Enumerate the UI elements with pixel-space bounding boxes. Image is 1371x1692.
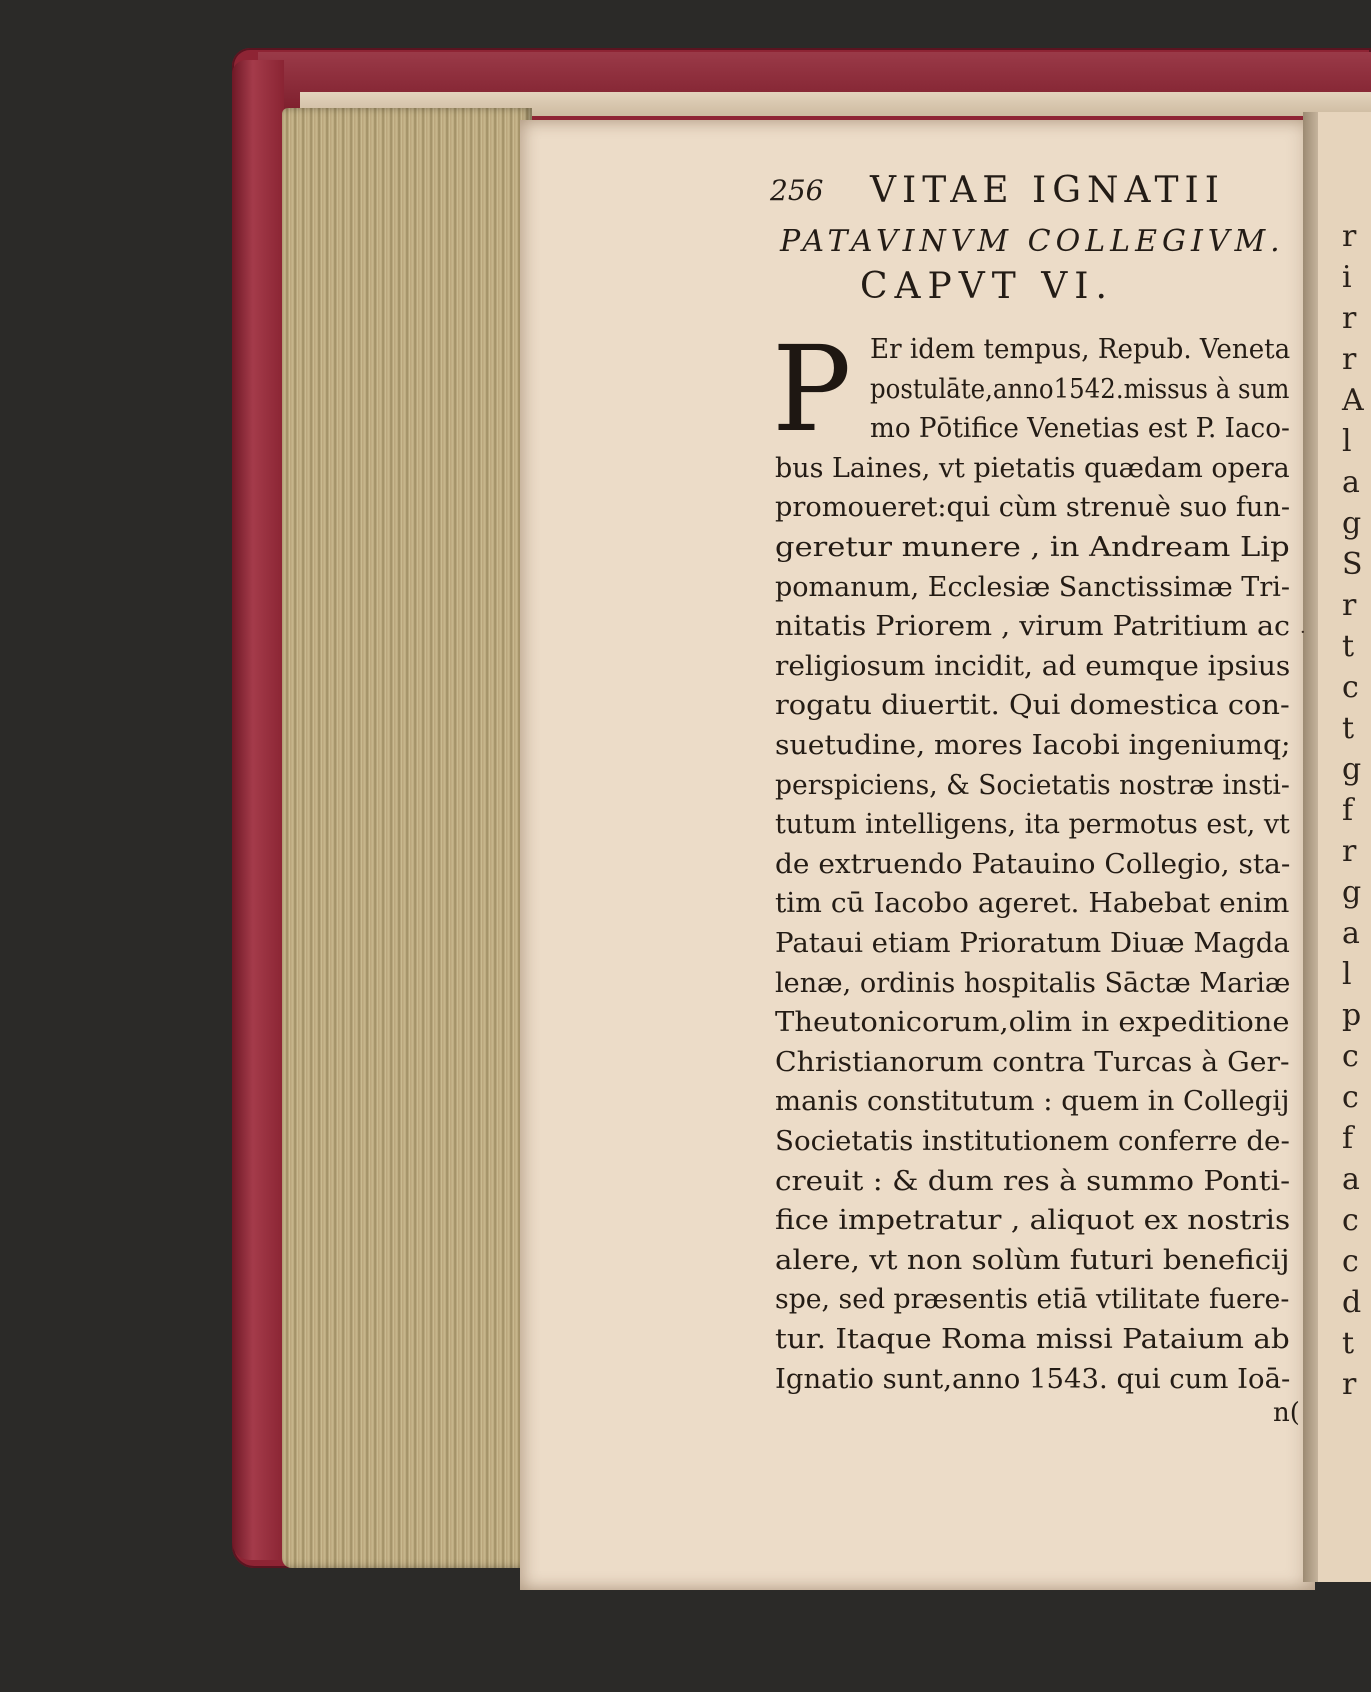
text-line: religiosum incidit, ad eumque ipsius (775, 650, 1291, 682)
facing-page-letter: l (1342, 957, 1352, 992)
facing-page-letter: c (1342, 1244, 1359, 1279)
chapter-number: CAPVT VI. (860, 266, 1114, 307)
facing-page-letter: a (1342, 1162, 1360, 1197)
facing-page-letter: t (1342, 629, 1355, 664)
running-head (770, 170, 1270, 220)
text-line: pomanum, Ecclesiæ Sanctissimæ Tri- (775, 571, 1290, 603)
text-line: tutum intelligens, ita permotus est, vt (775, 809, 1290, 841)
facing-page-letter: S (1342, 547, 1363, 582)
facing-page-letter: c (1342, 1080, 1359, 1115)
text-line: nitatis Priorem , virum Patritium ac (775, 611, 1290, 643)
facing-page-letter: r (1342, 301, 1357, 336)
facing-page-letter: f (1342, 1121, 1354, 1156)
facing-page-letter: a (1342, 916, 1360, 951)
text-line: Pataui etiam Prioratum Diuæ Magda (775, 928, 1290, 959)
text-line: promoueret:qui cùm strenuè suo fun- (775, 492, 1291, 524)
text-line: suetudine, mores Iacobi ingeniumq; (775, 730, 1291, 761)
facing-page-letter: t (1342, 1326, 1355, 1361)
text-line: Er idem tempus, Repub. Veneta (870, 334, 1291, 365)
text-line: manis constitutum : quem in Collegij (775, 1086, 1290, 1118)
facing-page-letter: r (1342, 1367, 1357, 1402)
catchword: n( (1273, 1398, 1300, 1428)
facing-page-letter: d (1342, 1285, 1362, 1320)
facing-page-letter: i (1342, 260, 1352, 295)
facing-page-letter: c (1342, 1039, 1359, 1074)
facing-page-letter: r (1342, 342, 1357, 377)
facing-page-letter: c (1342, 1203, 1359, 1238)
text-line: spe, sed præsentis etiā vtilitate fuere- (775, 1284, 1290, 1316)
text-line: Societatis institutionem conferre de- (775, 1126, 1290, 1157)
text-line: Christianorum contra Turcas à Ger- (775, 1046, 1290, 1078)
text-line: tur. Itaque Roma missi Pataium ab (775, 1324, 1290, 1355)
text-line: mo Pōtifice Venetias est P. Iaco- (870, 413, 1290, 445)
text-line: alere, vt non solùm futuri beneficij (775, 1244, 1290, 1276)
facing-page-letter: g (1342, 506, 1362, 541)
facing-page-letter: a (1342, 465, 1360, 500)
facing-page-letter: g (1342, 875, 1362, 910)
text-line: creuit : & dum res à summo Ponti- (775, 1165, 1291, 1197)
text-line: geretur munere , in Andream Lip (775, 532, 1290, 563)
book-spine-board (232, 60, 284, 1560)
text-line: perspiciens, & Societatis nostræ insti- (775, 769, 1290, 801)
text-line: Ignatio sunt,anno 1543. qui cum Ioā- (775, 1363, 1291, 1395)
text-line: fice impetratur , aliquot ex nostris (775, 1205, 1291, 1237)
facing-page-letter: r (1342, 834, 1357, 869)
facing-page-letter: f (1342, 793, 1354, 828)
text-line: tim cū Iacobo ageret. Habebat enim (775, 888, 1290, 920)
facing-page-letter: t (1342, 711, 1355, 746)
facing-page-letter: g (1342, 752, 1362, 787)
text-line: rogatu diuertit. Qui domestica con- (775, 690, 1290, 722)
facing-page-letter: p (1342, 998, 1362, 1033)
page-edges-stack (282, 108, 532, 1568)
text-line: postulāte,anno1542.missus à sum (870, 373, 1290, 405)
page-mark: · (1300, 622, 1306, 643)
text-line: bus Laines, vt pietatis quædam opera (775, 452, 1290, 484)
text-line: lenæ, ordinis hospitalis Sāctæ Mariæ (775, 967, 1291, 999)
facing-page-letter: r (1342, 588, 1357, 623)
facing-page-letter: r (1342, 219, 1357, 254)
facing-page-letter: l (1342, 424, 1352, 459)
page-number: 256 (770, 174, 824, 207)
text-line: de extruendo Patauino Collegio, sta- (775, 848, 1291, 880)
chapter-title: PATAVINVM COLLEGIVM. (780, 224, 1285, 259)
facing-page-letter: A (1342, 383, 1364, 418)
facing-page-letter: c (1342, 670, 1359, 705)
text-line: Theutonicorum,olim in expeditione (775, 1007, 1290, 1039)
drop-cap: P (772, 320, 852, 458)
recto-page-fragment (1318, 112, 1371, 1582)
running-head-title: VITAE IGNATII (870, 170, 1225, 211)
